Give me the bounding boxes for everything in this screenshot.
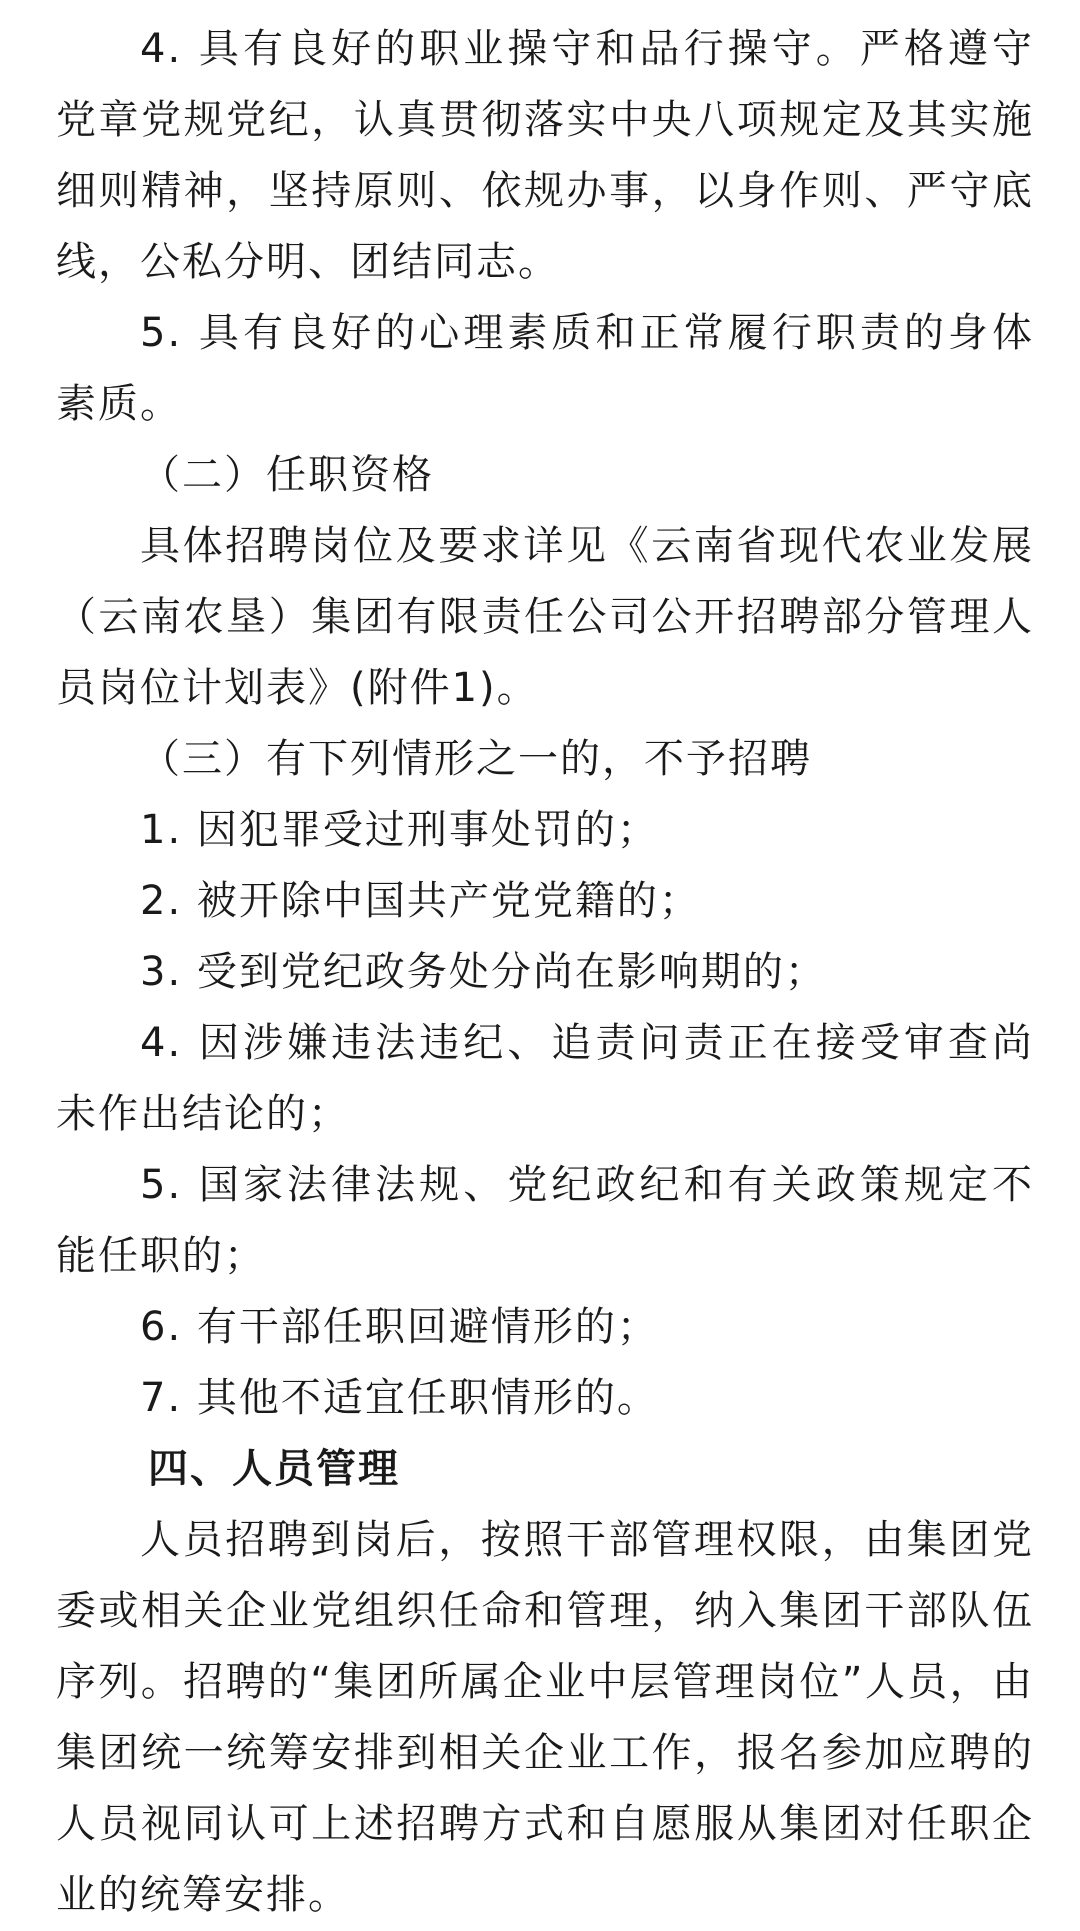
list-item-other: 7. 其他不适宜任职情形的。 [140,1375,659,1421]
paragraph-positions: 具体招聘岗位及要求详见《云南省现代农业发展（云南农垦）集团有限责任公司公开招聘部分管理人员岗位计划表》(附件1)。 [56,523,1034,711]
section-heading-personnel: 四、人员管理 [148,1446,400,1492]
paragraph-personnel-management: 人员招聘到岗后，按照干部管理权限，由集团党委或相关企业党组织任命和管理，纳入集团干部队伍序列。招聘的“集团所属企业中层管理岗位”人员，由集团统一统筹安排到相关企业工作，报名参加应聘的人员视同认可上述招聘方式和自愿服从集团对任职企业的统筹安排。 [56,1517,1034,1918]
list-item-under-review: 4. 因涉嫌违法违纪、追责问责正在接受审查尚未作出结论的； [56,1020,1034,1137]
document-body [56,14,1034,1931]
list-item-criminal: 1. 因犯罪受过刑事处罚的； [140,807,659,853]
list-item-disciplinary: 3. 受到党纪政务处分尚在影响期的； [140,949,827,995]
list-item-avoidance: 6. 有干部任职回避情形的； [140,1304,659,1350]
paragraph-conduct: 4. 具有良好的职业操守和品行操守。严格遵守党章党规党纪，认真贯彻落实中央八项规定及其实施细则精神，坚持原则、依规办事，以身作则、严守底线，公私分明、团结同志。 [56,26,1034,285]
subheading-qualifications: （二）任职资格 [140,452,434,498]
subheading-exclusions: （三）有下列情形之一的，不予招聘 [140,736,812,782]
list-item-expelled: 2. 被开除中国共产党党籍的； [140,878,701,924]
paragraph-health: 5. 具有良好的心理素质和正常履行职责的身体素质。 [56,310,1034,427]
list-item-prohibited: 5. 国家法律法规、党纪政纪和有关政策规定不能任职的； [56,1162,1034,1279]
